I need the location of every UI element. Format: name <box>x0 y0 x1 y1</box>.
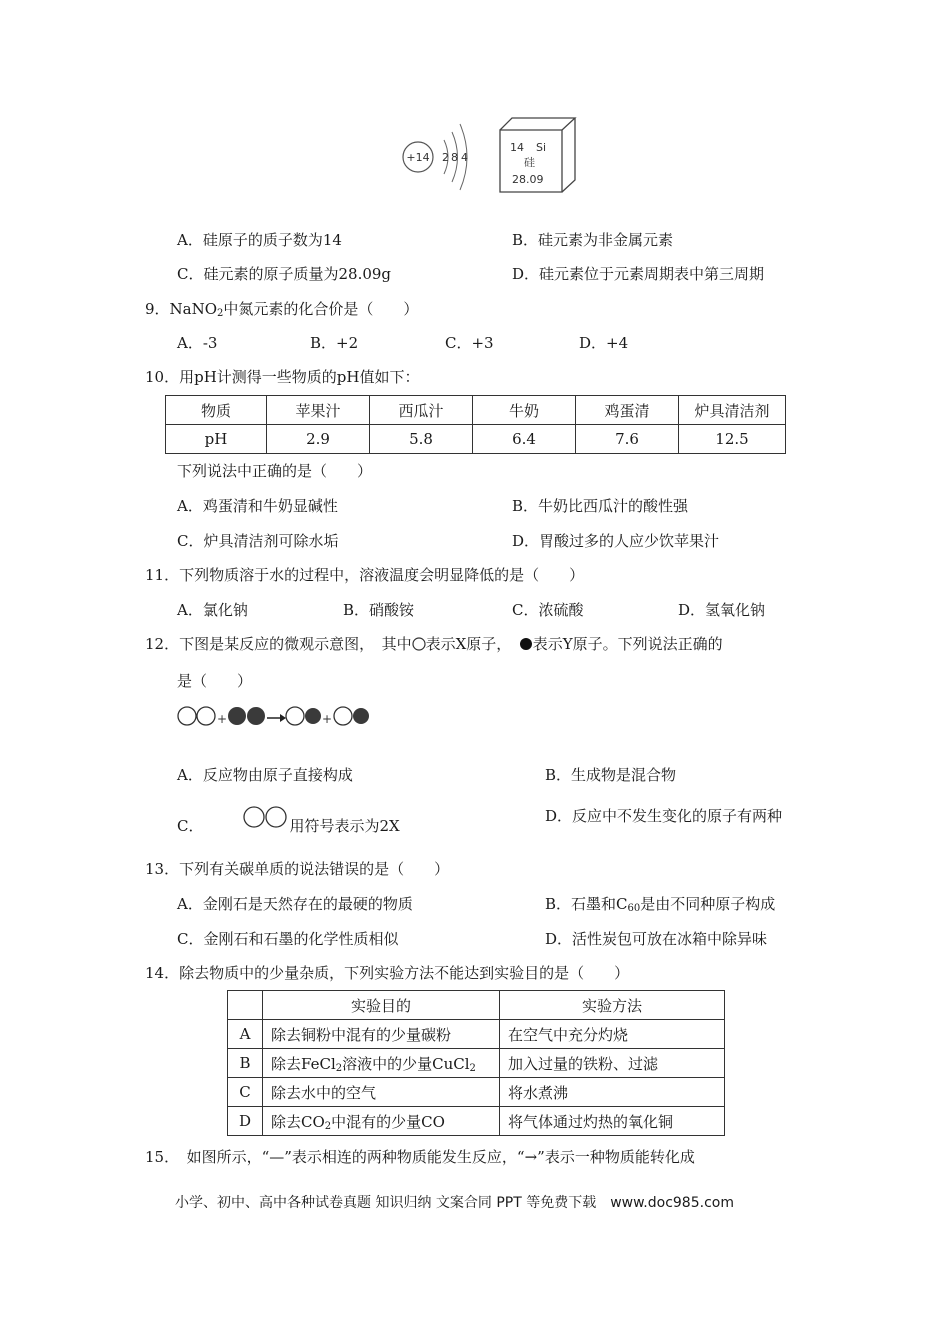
table-cell: 在空气中充分灼烧 <box>500 1020 725 1049</box>
silicon-figure <box>400 110 590 200</box>
ph-table <box>165 395 786 454</box>
ph-table-cell: 鸡蛋清 <box>576 396 679 425</box>
y2-molecule-atom-2 <box>247 707 265 725</box>
q13-stem: 13．下列有关碳单质的说法错误的是（ ） <box>145 860 450 878</box>
table-row <box>228 1020 725 1049</box>
q12-option-d: D．反应中不发生变化的原子有两种 <box>545 807 783 825</box>
table-cell: 除去FeCl$_2$溶液中的少量CuCl$_2$ <box>263 1049 500 1078</box>
q9-option-c: C．+3 <box>445 334 494 352</box>
xy-molecule-x <box>286 707 304 725</box>
element-box-side <box>562 118 575 192</box>
q10-stem: 10．用pH计测得一些物质的pH值如下： <box>145 368 420 386</box>
ph-table-cell: 2.9 <box>267 425 370 454</box>
table-row <box>228 1078 725 1107</box>
q11-option-c: C．浓硫酸 <box>512 601 584 619</box>
table-cell: B <box>228 1049 263 1078</box>
ph-table-cell: 7.6 <box>576 425 679 454</box>
ph-table-value-row <box>166 425 786 454</box>
table-cell: 将气体通过灼热的氧化铜 <box>500 1107 725 1136</box>
reaction-arrow-head <box>280 714 286 722</box>
q13-option-a: A．金刚石是天然存在的最硬的物质 <box>177 895 413 913</box>
q11-stem: 11．下列物质溶于水的过程中，溶液温度会明显降低的是（ ） <box>145 566 585 584</box>
q10-option-d: D．胃酸过多的人应少饮苹果汁 <box>512 532 720 550</box>
q10-option-b: B．牛奶比西瓜汁的酸性强 <box>512 497 689 515</box>
table-cell <box>228 991 263 1020</box>
q12-stem: 12．下图是某反应的微观示意图， 其中 表示X原子， 表示Y原子。下列说法正确的 <box>145 635 723 653</box>
plus-sign: + <box>217 712 228 726</box>
q10-option-a: A．鸡蛋清和牛奶显碱性 <box>177 497 338 515</box>
q8-option-b: B．硅元素为非金属元素 <box>512 231 674 249</box>
shell-count-1: 2 <box>442 151 449 164</box>
xy-molecule-y <box>305 708 321 724</box>
q11-option-b: B．硝酸铵 <box>343 601 415 619</box>
experiment-table <box>227 990 725 1136</box>
ph-table-cell: 12.5 <box>679 425 786 454</box>
q13-option-d: D．活性炭包可放在冰箱中除异味 <box>545 930 768 948</box>
table-row <box>228 1049 725 1078</box>
table-cell: D <box>228 1107 263 1136</box>
y2-molecule-atom-1 <box>228 707 246 725</box>
table-row <box>228 1107 725 1136</box>
table-cell: 除去水中的空气 <box>263 1078 500 1107</box>
q14-stem: 14．除去物质中的少量杂质，下列实验方法不能达到实验目的是（ ） <box>145 964 630 982</box>
element-box-top <box>500 118 575 130</box>
q12-stem-line2: 是（ ） <box>177 672 253 690</box>
q9-stem: 9．NaNO$_2$中氮元素的化合价是（ ） <box>145 300 419 319</box>
table-cell: 加入过量的铁粉、过滤 <box>500 1049 725 1078</box>
table-cell: A <box>228 1020 263 1049</box>
q12-option-b: B．生成物是混合物 <box>545 766 677 784</box>
q10-follow: 下列说法中正确的是（ ） <box>177 462 373 480</box>
element-name: 硅 <box>524 156 535 169</box>
ph-table-cell: 苹果汁 <box>267 396 370 425</box>
element-mass: 28.09 <box>512 173 544 186</box>
ph-table-cell: 炉具清洁剂 <box>679 396 786 425</box>
table-cell: 将水煮沸 <box>500 1078 725 1107</box>
xy-molecule-y <box>353 708 369 724</box>
ph-table-cell: 牛奶 <box>473 396 576 425</box>
table-cell: 实验目的 <box>263 991 500 1020</box>
x2-molecule-icon <box>243 805 289 829</box>
q15-stem: 15． 如图所示，“—”表示相连的两种物质能发生反应，“→”表示一种物质能转化成 <box>145 1148 695 1166</box>
plus-sign: + <box>322 712 333 726</box>
x2-molecule-atom-2 <box>197 707 215 725</box>
q12-option-c: C． 用符号表示为2X <box>177 805 400 836</box>
shell-count-2: 8 <box>451 151 458 164</box>
x-atom-icon <box>412 637 426 651</box>
ph-table-cell: 西瓜汁 <box>370 396 473 425</box>
element-symbol: Si <box>536 141 547 154</box>
ph-table-cell: pH <box>166 425 267 454</box>
q12-option-a: A．反应物由原子直接构成 <box>177 766 353 784</box>
footer-text: 小学、初中、高中各种试卷真题 知识归纳 文案合同 PPT 等免费下载 www.doc985.com <box>175 1195 734 1211</box>
table-cell: C <box>228 1078 263 1107</box>
ph-table-cell: 6.4 <box>473 425 576 454</box>
element-number: 14 <box>510 141 524 154</box>
table-cell: 实验方法 <box>500 991 725 1020</box>
q9-option-d: D．+4 <box>579 334 629 352</box>
q11-option-d: D．氢氧化钠 <box>678 601 766 619</box>
shell-count-3: 4 <box>461 151 468 164</box>
ph-table-header-row <box>166 396 786 425</box>
q10-option-c: C．炉具清洁剂可除水垢 <box>177 532 339 550</box>
q9-option-b: B．+2 <box>310 334 359 352</box>
x2-molecule-atom-1 <box>178 707 196 725</box>
y-atom-icon <box>519 637 533 651</box>
table-cell: 除去$CO_2$中混有的少量CO <box>263 1107 500 1136</box>
nucleus-label: +14 <box>406 151 430 164</box>
q11-option-a: A．氯化钠 <box>177 601 248 619</box>
q8-option-d: D．硅元素位于元素周期表中第三周期 <box>512 265 765 283</box>
q13-option-b: B．石墨和$C_{60}$是由不同种原子构成 <box>545 895 776 914</box>
ph-table-cell: 5.8 <box>370 425 473 454</box>
q13-option-c: C．金刚石和石墨的化学性质相似 <box>177 930 399 948</box>
experiment-table-header <box>228 991 725 1020</box>
table-cell: 除去铜粉中混有的少量碳粉 <box>263 1020 500 1049</box>
reaction-diagram <box>177 703 377 729</box>
ph-table-cell: 物质 <box>166 396 267 425</box>
q8-option-c: C．硅元素的原子质量为28.09g <box>177 265 392 283</box>
xy-molecule-x <box>334 707 352 725</box>
q8-option-a: A．硅原子的质子数为14 <box>177 231 342 249</box>
q9-option-a: A．-3 <box>177 334 218 352</box>
